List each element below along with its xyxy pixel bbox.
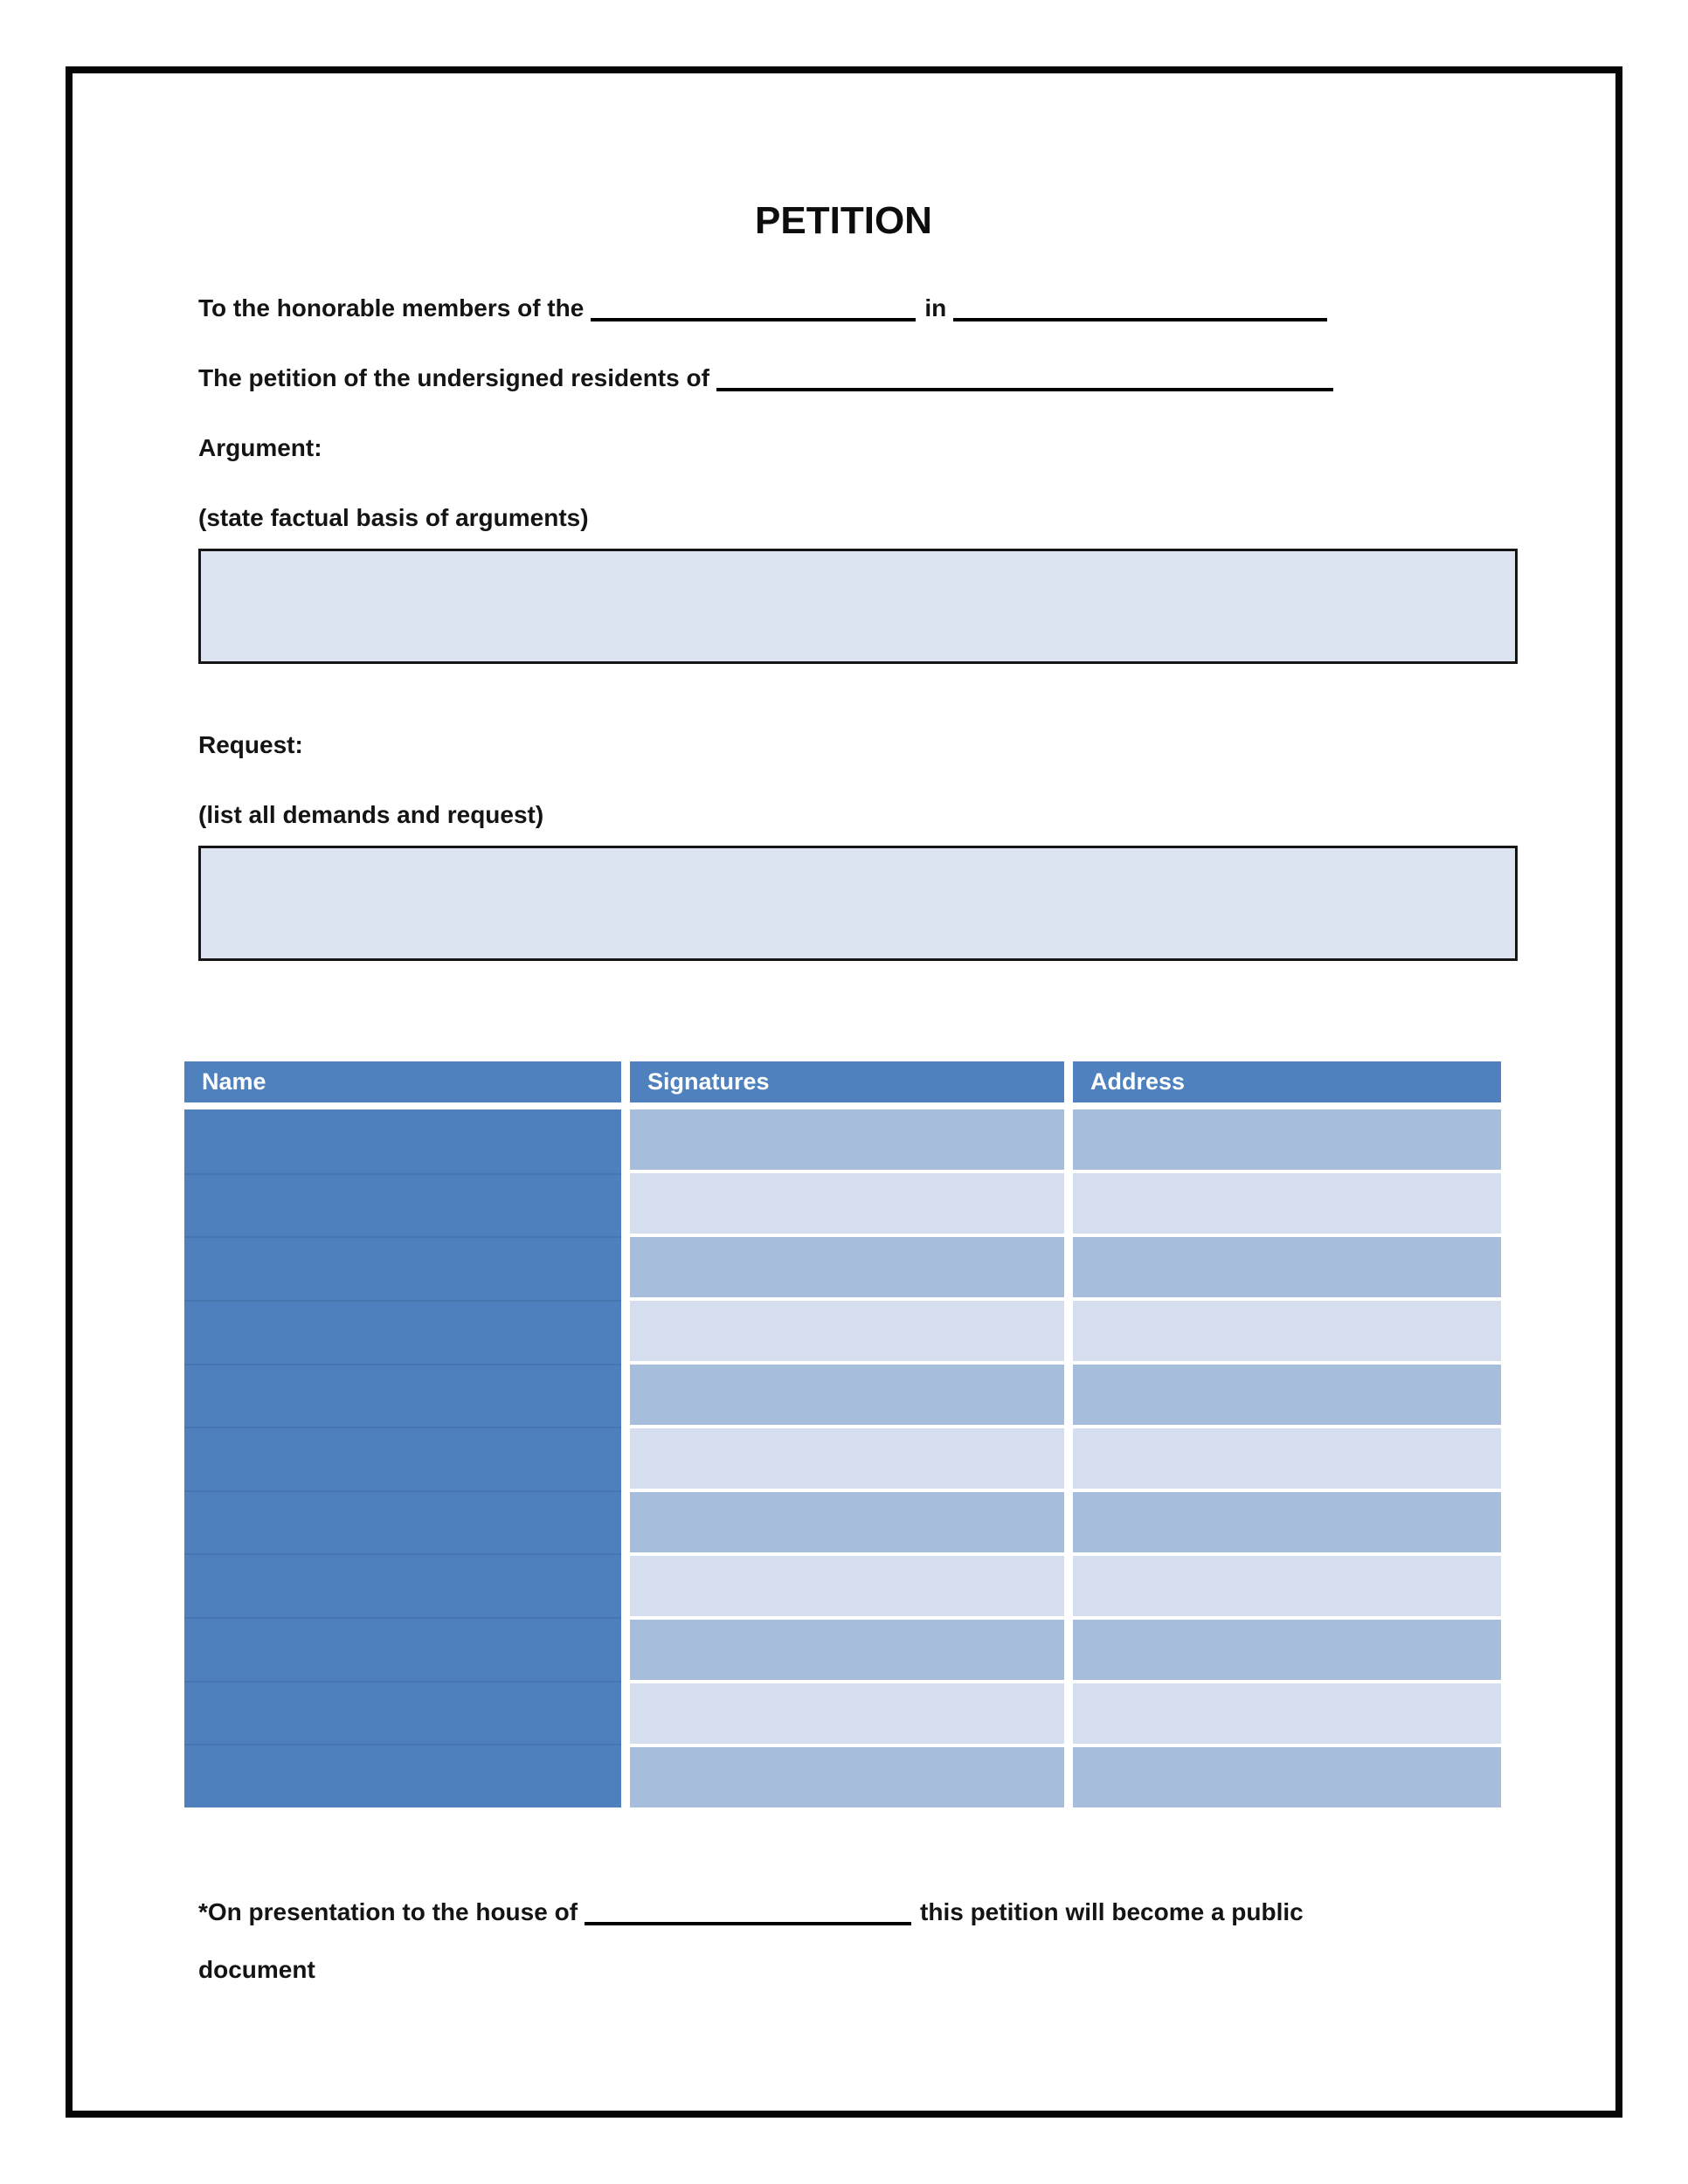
column-header-name: Name (184, 1061, 621, 1102)
assembly-name-blank[interactable] (591, 313, 916, 321)
footnote-prefix: *On presentation to the house of (198, 1898, 578, 1925)
name-cell[interactable] (184, 1300, 621, 1364)
intro-line-2-text: The petition of the undersigned residents of (198, 364, 709, 391)
address-cell[interactable] (1073, 1747, 1501, 1807)
house-name-blank[interactable] (585, 1917, 911, 1925)
intro-line-1-text: To the honorable members of the (198, 294, 585, 321)
signature-cell[interactable] (630, 1747, 1064, 1807)
column-header-signatures: Signatures (630, 1061, 1064, 1102)
name-cell[interactable] (184, 1236, 621, 1300)
name-cell[interactable] (184, 1364, 621, 1427)
signature-table-body (184, 1109, 1501, 1807)
signature-cell[interactable] (630, 1173, 1064, 1234)
address-cell[interactable] (1073, 1683, 1501, 1744)
signature-cell[interactable] (630, 1109, 1064, 1170)
intro-line-1 (198, 294, 1526, 323)
assembly-location-blank[interactable] (953, 313, 1327, 321)
signature-cell[interactable] (630, 1492, 1064, 1552)
address-cell[interactable] (1073, 1109, 1501, 1170)
page-title: PETITION (755, 199, 932, 242)
name-cell[interactable] (184, 1173, 621, 1237)
name-cell[interactable] (184, 1553, 621, 1617)
signature-cell[interactable] (630, 1620, 1064, 1680)
argument-label: Argument: (198, 434, 322, 461)
name-cell[interactable] (184, 1427, 621, 1490)
address-cell[interactable] (1073, 1492, 1501, 1552)
name-cell[interactable] (184, 1109, 621, 1173)
address-cell[interactable] (1073, 1620, 1501, 1680)
address-cell[interactable] (1073, 1428, 1501, 1489)
request-textbox[interactable] (198, 846, 1518, 961)
name-cell[interactable] (184, 1744, 621, 1807)
signature-cell[interactable] (630, 1556, 1064, 1616)
footnote-suffix: this petition will become a public (920, 1898, 1304, 1925)
name-cell[interactable] (184, 1617, 621, 1681)
name-cell[interactable] (184, 1681, 621, 1745)
address-cell[interactable] (1073, 1173, 1501, 1234)
signatures-column (630, 1109, 1064, 1807)
signature-table-header-row (184, 1061, 1501, 1102)
request-label: Request: (198, 731, 303, 758)
address-cell[interactable] (1073, 1301, 1501, 1361)
address-cell[interactable] (1073, 1365, 1501, 1425)
argument-hint: (state factual basis of arguments) (198, 504, 589, 531)
address-cell[interactable] (1073, 1237, 1501, 1297)
signature-cell[interactable] (630, 1365, 1064, 1425)
intro-line-2 (198, 363, 1526, 393)
signature-cell[interactable] (630, 1428, 1064, 1489)
column-header-address: Address (1073, 1061, 1501, 1102)
name-cell[interactable] (184, 1490, 621, 1554)
address-column (1073, 1109, 1501, 1807)
signature-cell[interactable] (630, 1301, 1064, 1361)
residents-of-blank[interactable] (716, 383, 1333, 391)
signature-cell[interactable] (630, 1683, 1064, 1744)
request-hint: (list all demands and request) (198, 801, 544, 828)
name-column (184, 1109, 621, 1807)
intro-line-1-connector: in (924, 294, 947, 321)
address-cell[interactable] (1073, 1556, 1501, 1616)
argument-textbox[interactable] (198, 549, 1518, 664)
signature-cell[interactable] (630, 1237, 1064, 1297)
footnote-last-word: document (198, 1956, 315, 1983)
signature-table (184, 1061, 1501, 1807)
footnote (198, 1883, 1526, 1999)
